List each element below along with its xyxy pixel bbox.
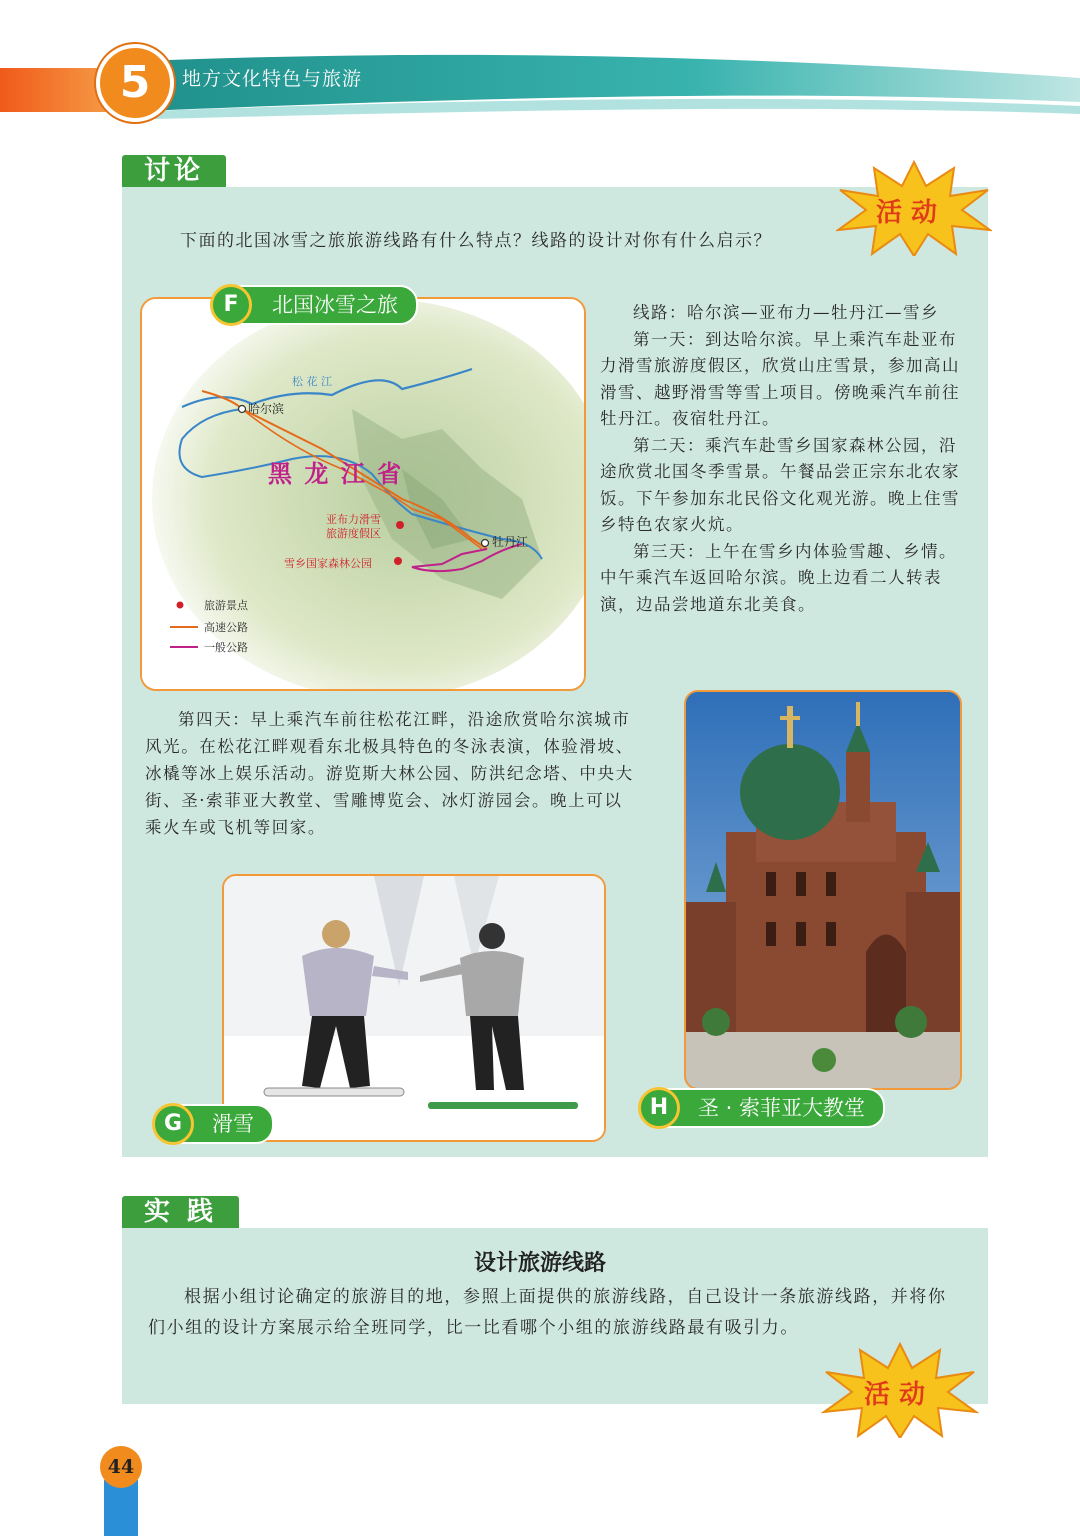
photo-h-caption: 圣 · 索菲亚大教堂 [642,1088,885,1128]
practice-text-body: 根据小组讨论确定的旅游目的地，参照上面提供的旅游线路，自己设计一条旅游线路，并将你们小组的设计方案展示给全班同学，比一比看哪个小组的旅游线路最有吸引力。 [148,1287,947,1338]
map-province-label: 黑 龙 江 省 [268,460,404,488]
map-title-label: 北国冰雪之旅 [216,285,418,325]
photo-skiing [222,874,606,1142]
chapter-number-badge: 5 [96,44,174,122]
skiing-illustration [224,876,604,1140]
map-city-harbin: 哈尔滨 [248,402,285,416]
discussion-tab: 讨论 [122,155,226,187]
route-line: 线路：哈尔滨—亚布力—牡丹江—雪乡 [633,303,939,322]
map-spot-xuexiang: 雪乡国家森林公园 [284,557,372,570]
activity-label-top: 活 动 [876,198,938,228]
route-description [600,300,970,618]
map-figure [140,297,586,691]
route-day4: 第四天：早上乘汽车前往松花江畔，沿途欣赏哈尔滨城市风光。在松花江畔观看东北极具特色的冬泳表演，体验滑坡、冰橇等冰上娱乐活动。游览斯大林公园、防洪纪念塔、中央大街、圣·索菲亚大教堂、雪雕博览会、冰灯游园会。晚上可以乘火车或飞机等回家。 [145,710,634,837]
discussion-question: 下面的北国冰雪之旅旅游线路有什么特点？线路的设计对你有什么启示？ [180,231,772,251]
practice-title: 设计旅游线路 [473,1251,606,1276]
photo-g-letter: G [152,1103,194,1145]
map-spot-yabuli: 亚布力滑雪 旅游度假区 [326,513,381,540]
chapter-title: 地方文化特色与旅游 [182,68,363,90]
legend-expressway: 高速公路 [204,621,248,634]
practice-text [148,1282,958,1344]
map-river-label: 松 花 江 [292,375,332,388]
page-number-bar [104,1480,138,1536]
legend-general-road: 一般公路 [204,641,248,654]
route-day2: 第二天：乘汽车赴雪乡国家森林公园，沿途欣赏北国冬季雪景。午餐品尝正宗东北农家饭。下午参加东北民俗文化观光游。晚上住雪乡特色农家火炕。 [600,435,960,534]
photo-g-caption: 滑雪 [156,1104,274,1144]
page-number: 44 [100,1446,142,1488]
map-city-mudanjiang: 牡丹江 [492,535,529,549]
cathedral-illustration [686,692,960,1088]
map-letter-badge: F [210,284,252,326]
photo-h-letter: H [638,1087,680,1129]
route-day1: 第一天：到达哈尔滨。早上乘汽车赴亚布力滑雪旅游度假区，欣赏山庄雪景，参加高山滑雪、越野滑雪等雪上项目。傍晚乘汽车前往牡丹江。夜宿牡丹江。 [600,329,960,428]
legend-scenic-spot: 旅游景点 [204,599,248,612]
activity-label-bottom: 活 动 [864,1380,926,1410]
route-day3: 第三天：上午在雪乡内体验雪趣、乡情。中午乘汽车返回哈尔滨。晚上边看二人转表演，边品尝地道东北美食。 [600,541,957,614]
practice-tab: 实 践 [122,1196,239,1228]
photo-cathedral [684,690,962,1090]
